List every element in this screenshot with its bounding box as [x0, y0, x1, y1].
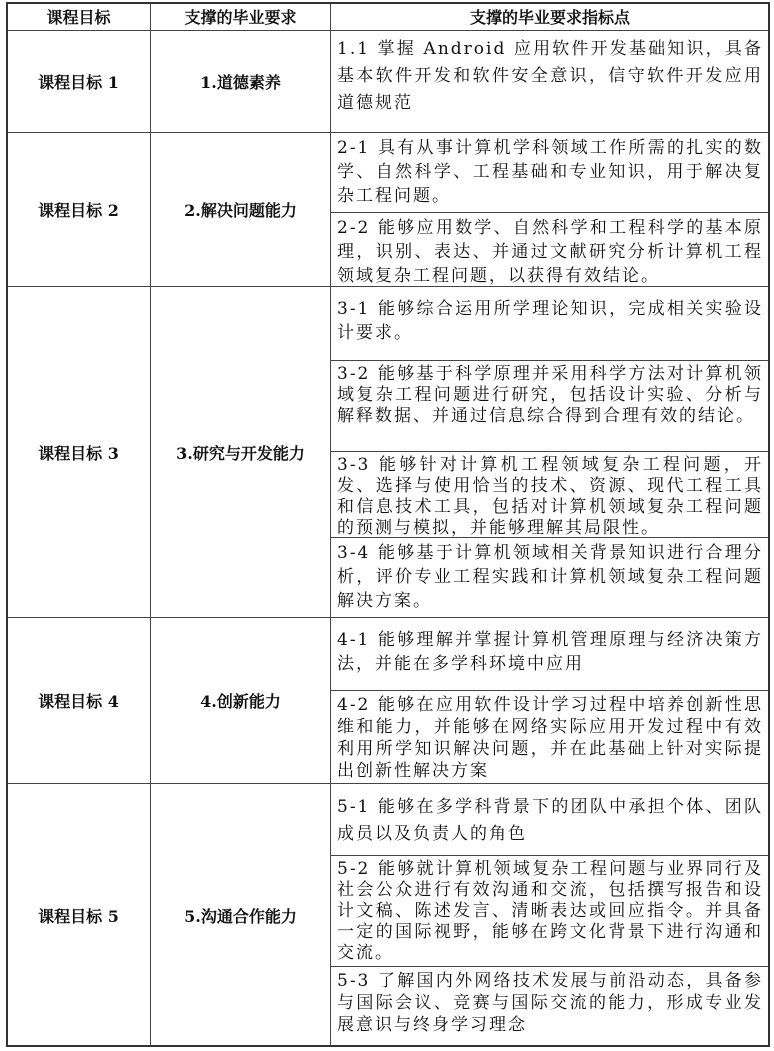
header-course-goal: 课程目标 — [6, 2, 151, 31]
indicator-cell: 1.1 掌握 Android 应用软件开发基础知识，具备基本软件开发和软件安全意识，信守软件开发应用道德规范 — [330, 30, 770, 133]
requirement-cell: 2.解决问题能力 — [150, 132, 331, 287]
indicator-cell: 4-2 能够在应用软件设计学习过程中培养创新性思维和能力，并能够在网络实际应用开发过程中有效利用所学知识解决问题，并在此基础上针对实际提出创新性解决方案 — [330, 690, 770, 784]
goal-cell: 课程目标 5 — [6, 783, 151, 1047]
requirement-cell: 3.研究与开发能力 — [150, 286, 331, 618]
indicator-cell: 3-4 能够基于计算机领域相关背景知识进行合理分析，评价专业工程实践和计算机领域复杂工程问题解决方案。 — [330, 537, 770, 618]
indicator-cell: 5-1 能够在多学科背景下的团队中承担个体、团队成员以及负责人的角色 — [330, 783, 770, 856]
goal-cell: 课程目标 2 — [6, 132, 151, 287]
indicator-cell: 3-3 能够针对计算机工程领域复杂工程问题，开发、选择与使用恰当的技术、资源、现代工程工具和信息技术工具，包括对计算机领域复杂工程问题的预测与模拟，并能够理解其局限性。 — [330, 451, 770, 538]
header-indicator: 支撑的毕业要求指标点 — [330, 2, 770, 31]
requirement-cell: 1.道德素养 — [150, 30, 331, 133]
goal-cell: 课程目标 3 — [6, 286, 151, 618]
goal-cell: 课程目标 1 — [6, 30, 151, 133]
indicator-cell: 5-3 了解国内外网络技术发展与前沿动态，具备参与国际会议、竞赛与国际交流的能力，形成专业发展意识与终身学习理念 — [330, 966, 770, 1047]
requirement-cell: 4.创新能力 — [150, 617, 331, 784]
indicator-cell: 2-2 能够应用数学、自然科学和工程科学的基本原理，识别、表达、并通过文献研究分析计算机工程领域复杂工程问题，以获得有效结论。 — [330, 212, 770, 287]
indicator-cell: 2-1 具有从事计算机学科领域工作所需的扎实的数学、自然科学、工程基础和专业知识，用于解决复杂工程问题。 — [330, 132, 770, 213]
indicator-cell: 5-2 能够就计算机领域复杂工程问题与业界同行及社会公众进行有效沟通和交流，包括撰写报告和设计文稿、陈述发言、清晰表达或回应指令。并具备一定的国际视野，能够在跨文化背景下进行沟通和交流。 — [330, 855, 770, 967]
indicator-cell: 4-1 能够理解并掌握计算机管理原理与经济决策方法，并能在多学科环境中应用 — [330, 617, 770, 691]
goal-cell: 课程目标 4 — [6, 617, 151, 784]
requirement-cell: 5.沟通合作能力 — [150, 783, 331, 1047]
header-requirement: 支撑的毕业要求 — [150, 2, 331, 31]
indicator-cell: 3-1 能够综合运用所学理论知识，完成相关实验设计要求。 — [330, 286, 770, 361]
indicator-cell: 3-2 能够基于科学原理并采用科学方法对计算机领域复杂工程问题进行研究，包括设计实验、分析与解释数据、并通过信息综合得到合理有效的结论。 — [330, 360, 770, 452]
